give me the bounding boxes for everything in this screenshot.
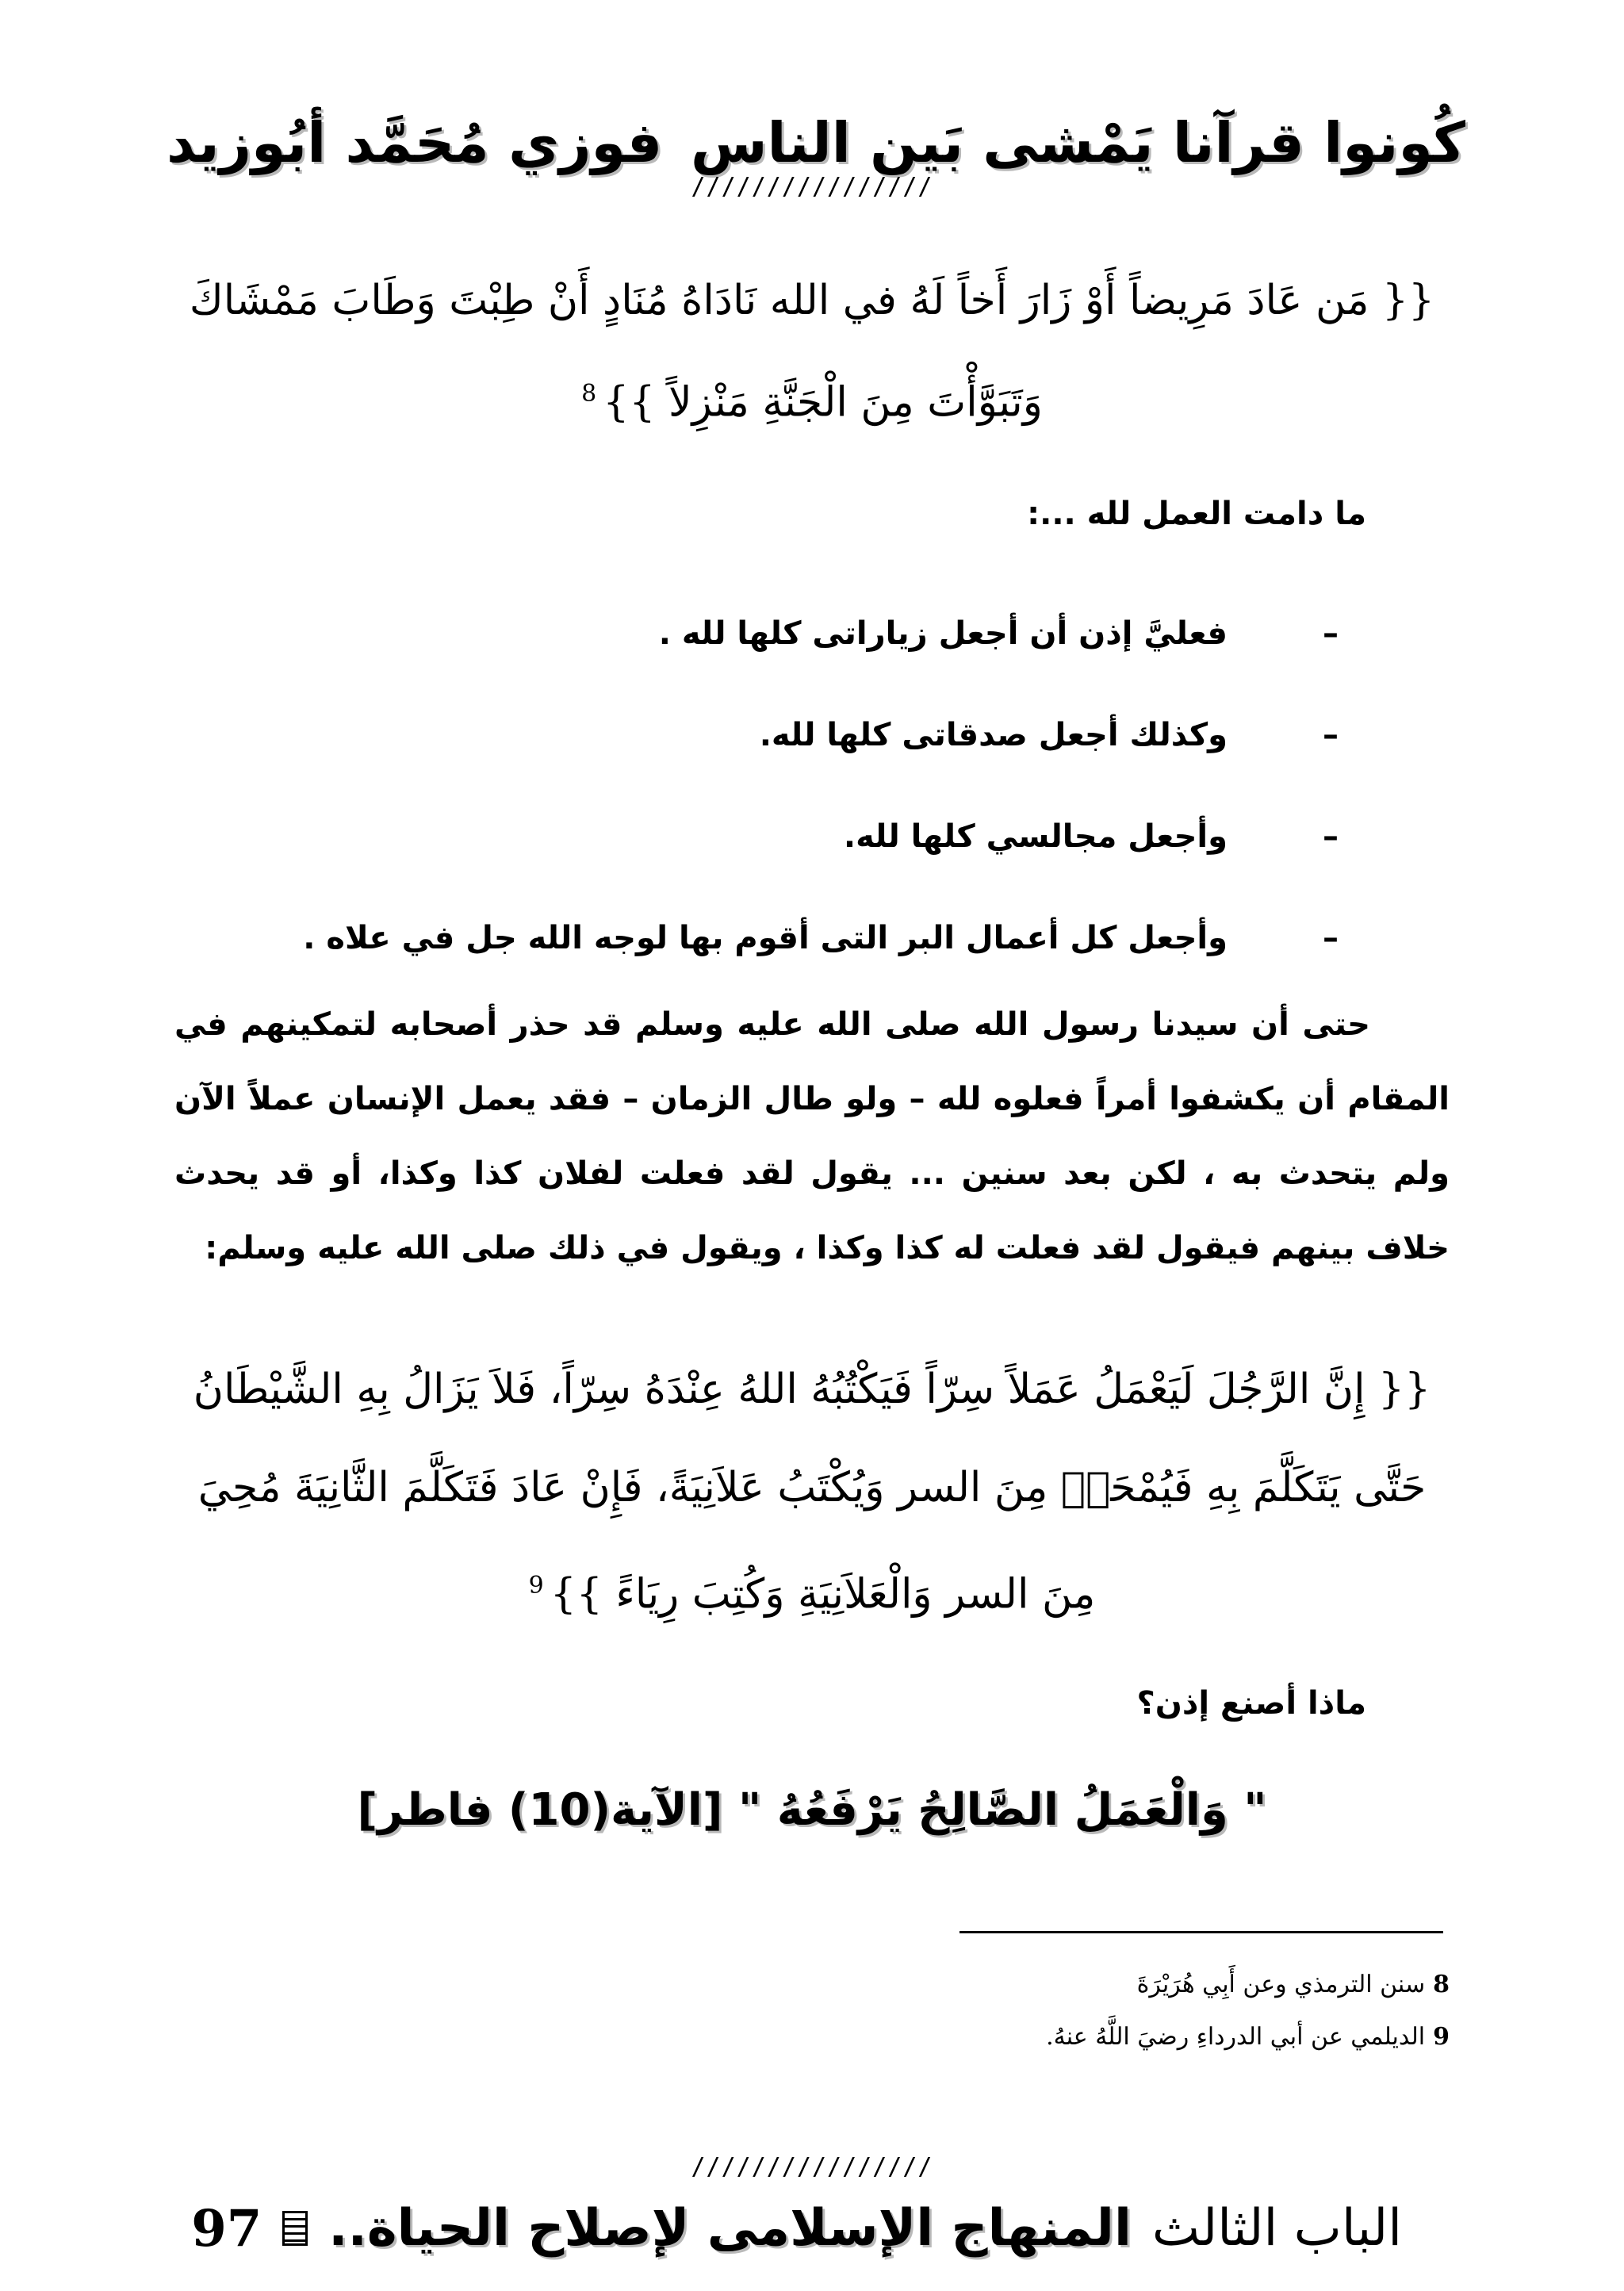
list-item-text: وأجعل كل أعمال البر التى أقوم بها لوجه الله جل في علاه .	[303, 920, 1228, 956]
footnote-9	[476, 2011, 1450, 2063]
hadith-quote-1-text: {{ مَن عَادَ مَرِيضاً أَوْ زَارَ أَخاً لَهُ في الله نَادَاهُ مُنَادٍ أَنْ طِبْتَ وَطَابَ مَمْشَاكَ وَتَبَوَّأْتَ مِنَ الْجَنَّةِ مَنْزِلاً }}	[189, 277, 1435, 427]
section-label-1: ما دامت العمل لله ...:	[1027, 496, 1366, 532]
hadith-quote-2-text: {{ إِنَّ الرَّجُلَ لَيَعْمَلُ عَمَلاً سِرّاً فَيَكْتُبُهُ اللهُ عِنْدَهُ سِرّاً، فَلاَ يَزَالُ بِهِ الشَّيْطَانُ حَتَّى يَتَكَلَّمَ بِهِ فَيُمْحَىۤ مِنَ السر وَيُكْتَبُ عَلاَنِيَةً، فَإِنْ عَادَ فَتَكَلَّمَ الثَّانِيَةَ مُحِيَ مِنَ السر وَالْعَلاَنِيَةِ وَكُتِبَ رِيَاءً }}	[193, 1366, 1431, 1619]
top-separator: ////////////////	[691, 173, 933, 201]
footnote-ref-8: 8	[581, 380, 597, 408]
body-paragraph: حتى أن سيدنا رسول الله صلى الله عليه وسلم قد حذر أصحابه لتمكينهم في المقام أن يكشفوا أمراً فعلوه لله – ولو طال الزمان – فقد يعمل الإنسان عملاً الآن ولم يتحدث به ، لكن بعد سنين ... يقول لقد فعلت لفلان كذا وكذا، أو قد يحدث خلاف بينهم فيقول لقد فعلت له كذا وكذا ، ويقول في ذلك صلى الله عليه وسلم:	[174, 1006, 1450, 1266]
page-footer	[190, 2177, 1402, 2280]
footnote-number: 9	[1433, 2023, 1450, 2051]
book-title: كُونوا قرآنا يَمْشى بَين الناس	[690, 110, 1465, 175]
list-item-text: فعليَّ إذن أن أجعل زياراتى كلها لله .	[658, 615, 1228, 652]
list-dash: –	[1323, 818, 1339, 855]
list-item	[238, 786, 1339, 887]
list-dash: –	[1323, 615, 1339, 652]
list-dash: –	[1323, 717, 1339, 753]
list-item-text: وكذلك أجعل صدقاتى كلها لله.	[759, 717, 1228, 753]
bottom-separator: ////////////////	[691, 2153, 933, 2181]
footnote-ref-9: 9	[528, 1572, 544, 1599]
commitment-list	[238, 583, 1339, 989]
list-dash: –	[1323, 920, 1339, 956]
list-item	[238, 684, 1339, 786]
footnote-number: 8	[1433, 1971, 1450, 1998]
footnote-text: الديلمي عن أبي الدرداءِ رضيَ اللَّهُ عنهُ.	[1046, 2023, 1426, 2051]
quran-verse: " وَالْعَمَلُ الصَّالِحُ يَرْفَعُهُ " [الآية(10) فاطر]	[357, 1784, 1267, 1836]
book-icon	[282, 2211, 308, 2246]
chapter-title: المنهاج الإسلامى لإصلاح الحياة..	[328, 2199, 1132, 2258]
footnote-divider	[959, 1931, 1443, 1933]
page-number: 97	[191, 2198, 262, 2258]
footnote-8	[476, 1959, 1450, 2011]
footnote-text: سنن الترمذي وعن أَبِي هُرَيْرَةَ	[1136, 1971, 1426, 1998]
author-name: فوزي مُحَمَّد أبُوزيد	[167, 110, 663, 175]
list-item-text: وأجعل مجالسي كلها لله.	[843, 818, 1228, 855]
hadith-quote-2	[174, 1340, 1450, 1643]
chapter-label: الباب الثالث	[1151, 2199, 1402, 2258]
footnotes	[476, 1959, 1450, 2063]
list-item	[238, 583, 1339, 684]
list-item	[238, 887, 1339, 989]
section-label-2: ماذا أصنع إذن؟	[1136, 1685, 1366, 1722]
hadith-quote-1	[174, 254, 1450, 449]
